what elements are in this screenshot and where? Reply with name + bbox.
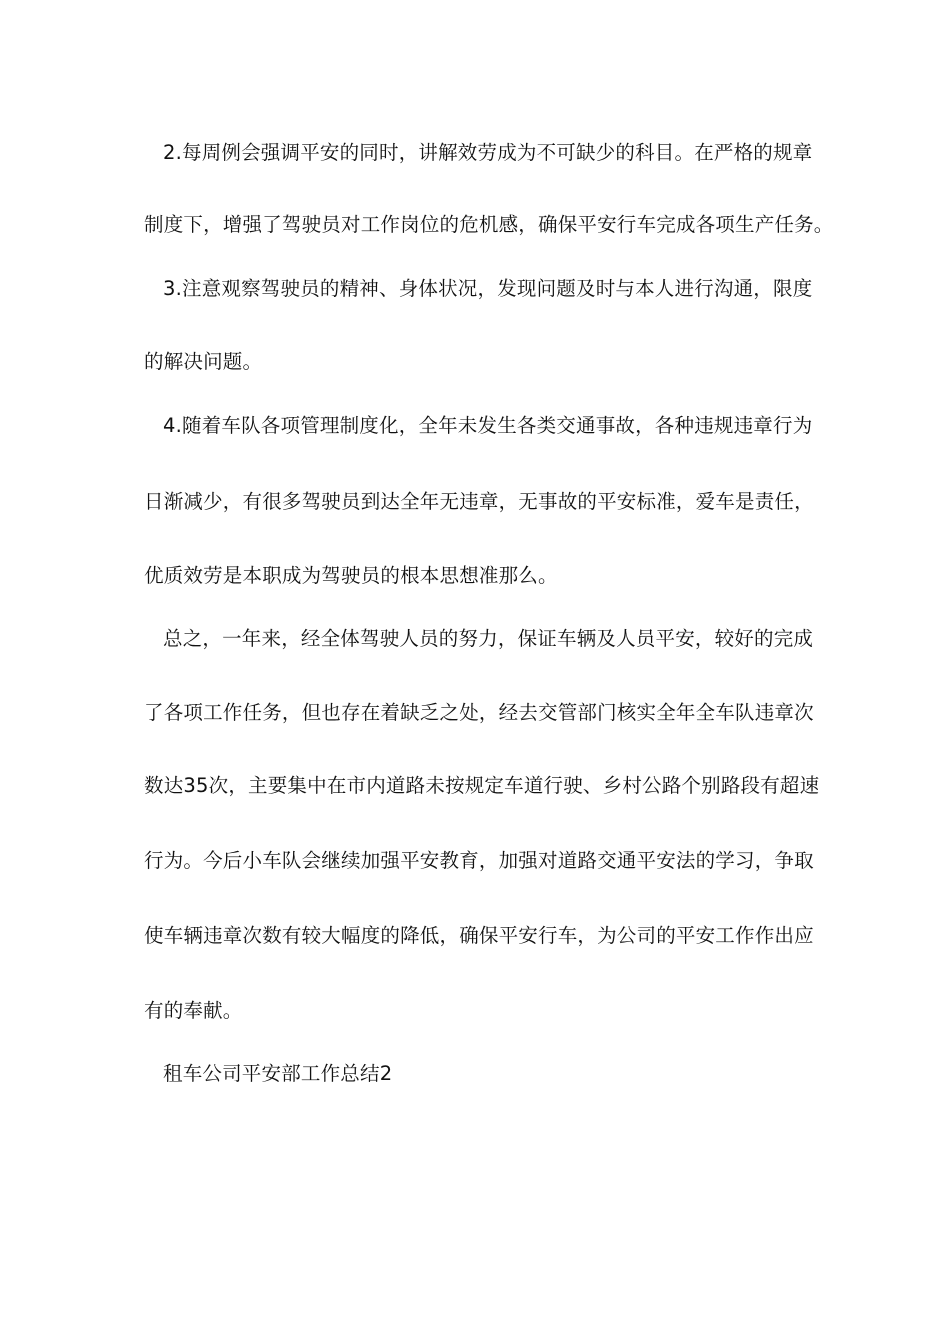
summary-paragraph-line-3: 数达35次，主要集中在市内道路未按规定车道行驶、乡村公路个别路段有超速 [144, 774, 820, 797]
paragraph-item-3-line-2: 的解决问题。 [144, 350, 263, 373]
summary-paragraph-line-1: 总之，一年来，经全体驾驶人员的努力，保证车辆及人员平安，较好的完成 [163, 627, 814, 650]
section-title: 租车公司平安部工作总结2 [163, 1062, 393, 1085]
paragraph-item-4-line-3: 优质效劳是本职成为驾驶员的根本思想准那么。 [144, 564, 558, 587]
paragraph-item-2-line-2: 制度下，增强了驾驶员对工作岗位的危机感，确保平安行车完成各项生产任务。 [144, 213, 834, 236]
summary-paragraph-line-5: 使车辆违章次数有较大幅度的降低，确保平安行车，为公司的平安工作作出应 [144, 924, 814, 947]
paragraph-item-4-line-1: 4.随着车队各项管理制度化，全年未发生各类交通事故，各种违规违章行为 [163, 414, 813, 437]
paragraph-item-2-line-1: 2.每周例会强调平安的同时，讲解效劳成为不可缺少的科目。在严格的规章 [163, 141, 813, 164]
paragraph-item-4-line-2: 日渐减少，有很多驾驶员到达全年无违章，无事故的平安标准，爱车是责任， [144, 490, 814, 513]
summary-paragraph-line-6: 有的奉献。 [144, 999, 243, 1022]
summary-paragraph-line-2: 了各项工作任务，但也存在着缺乏之处，经去交管部门核实全年全车队违章次 [144, 701, 814, 724]
summary-paragraph-line-4: 行为。今后小车队会继续加强平安教育，加强对道路交通平安法的学习，争取 [144, 849, 814, 872]
paragraph-item-3-line-1: 3.注意观察驾驶员的精神、身体状况，发现问题及时与本人进行沟通，限度 [163, 277, 813, 300]
